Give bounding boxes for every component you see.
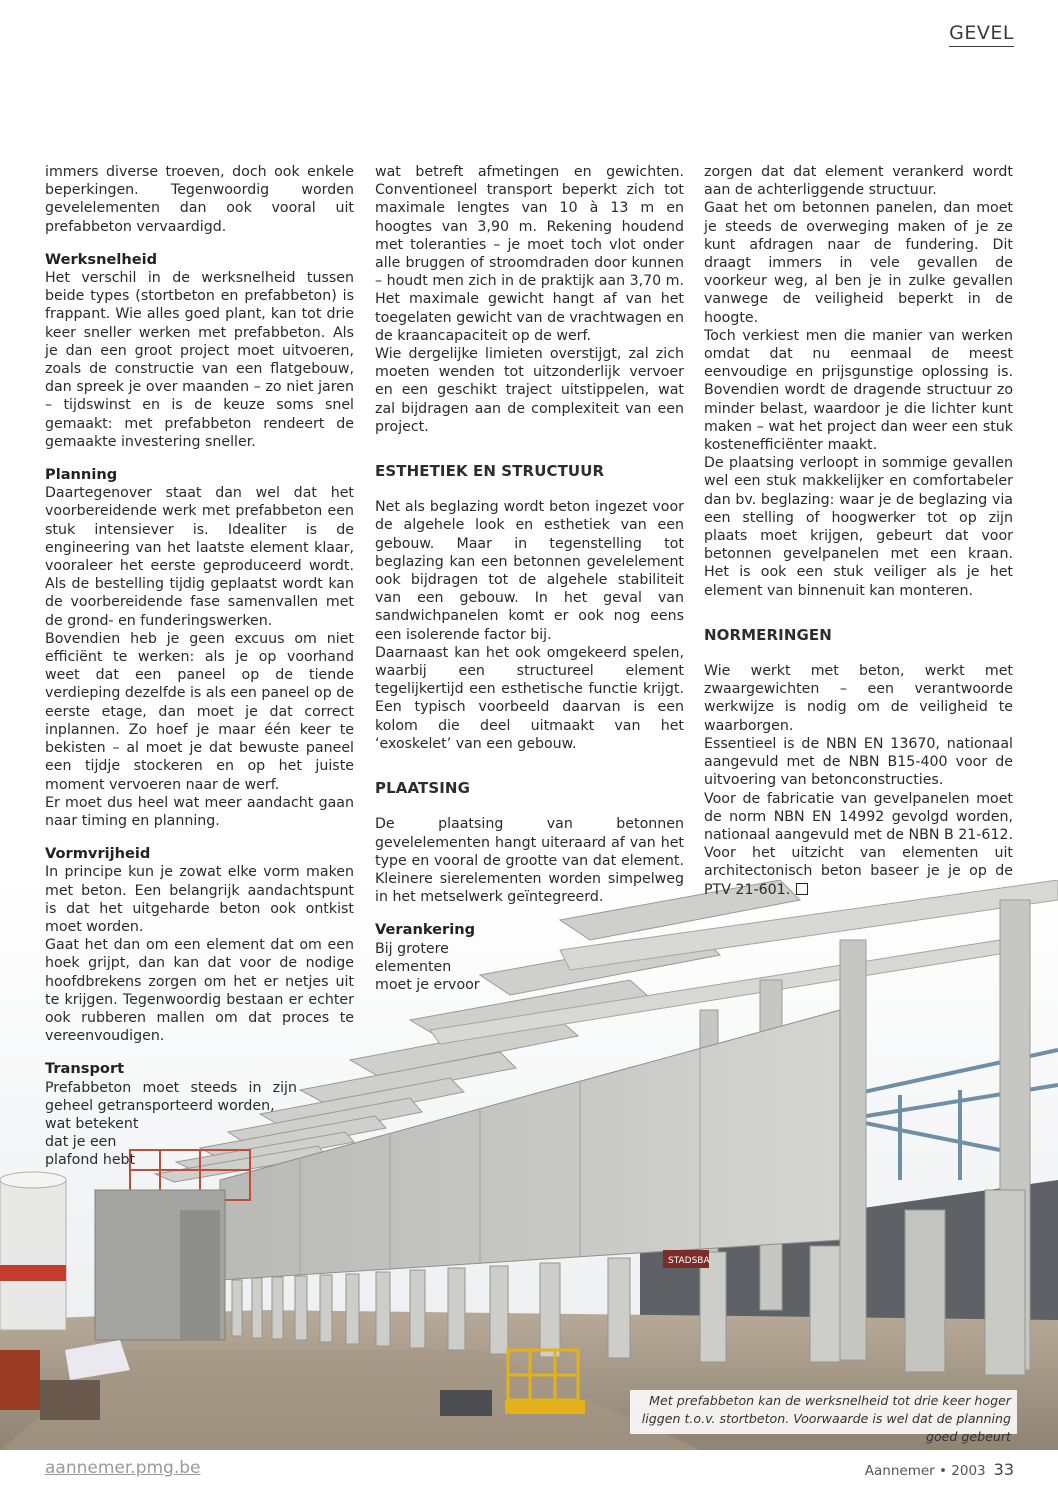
- subheading-werksnelheid: Werksnelheid: [45, 250, 158, 268]
- paragraph: Net als beglazing wordt beton ingezet voor de algehele look en esthetiek van een gebouw. Maar in tegenstelling tot beglazing kan een betonnen gevelelement ook bijdragen tot de algehele stabiliteit van een gebouw. In het geval van sandwichpanelen komt er ook nog eens een isolerende factor bij.: [375, 499, 684, 643]
- paragraph: Daarnaast kan het ook omgekeerd spelen, waarbij een structureel element tegelijkertijd een esthetische functie krijgt. Een typisch voorbeeld daarvan is een kolom die deel uitmaakt van het ‘exoskelet’ van een gebouw.: [375, 644, 684, 752]
- paragraph: Gaat het om betonnen panelen, dan moet je steeds de overweging maken of je ze kunt afdragen naar de fundering. Dit draagt immers in vele gevallen de voorkeur weg, al ben je in zulke gevallen vanwege de veiligheid beperkt in de hoogte.: [704, 200, 1013, 326]
- paragraph: Er moet dus heel wat meer aandacht gaan naar timing en planning.: [45, 794, 354, 829]
- subheading-transport: Transport: [45, 1060, 125, 1078]
- photo-caption: Met prefabbeton kan de werksnelheid tot drie keer hoger liggen t.o.v. stortbeton. Voorwaarde is wel dat de planning goed gebeurt: [630, 1390, 1017, 1434]
- paragraph: wat betekent dat je een plafond hebt: [45, 1115, 139, 1169]
- footer-url-link[interactable]: aannemer.pmg.be: [45, 1458, 201, 1478]
- paragraph: De plaatsing verloopt in sommige gevallen wel een stuk makkelijker en comfortabeler dan bv. beglazing: waar je de beglazing via een stelling of hoogwerker tot op zijn plaats moet krijgen, gebeurt dat voor betonnen gevelpanelen met een kraan. Het is ook een stuk veiliger als je het element van binnenuit kan monteren.: [704, 455, 1013, 599]
- paragraph: Essentieel is de NBN EN 13670, nationaal aangevuld met de NBN B15-400 voor de uitvoering van betonconstructies.: [704, 735, 1013, 789]
- subheading-verankering: Verankering: [375, 921, 476, 939]
- paragraph: In principe kun je zowat elke vorm maken met beton. Een belangrijk aandachtspunt is dat het uitgeharde beton ook ontkist moet worden.: [45, 864, 354, 935]
- page-number: 33: [993, 1460, 1014, 1479]
- paragraph: Wie werkt met beton, werkt met zwaargewichten – een verantwoorde werkwijze is nodig om de veiligheid te waarborgen.: [704, 663, 1013, 734]
- paragraph: De plaatsing van betonnen gevelelementen hangt uiteraard af van het type en vooral de grootte van dat element. Kleinere sierelementen worden simpelweg in het metselwerk geïntegreerd.: [375, 816, 684, 906]
- paragraph-text: Voor het uitzicht van elementen uit architectonisch beton baseer je je op de PTV 21-601.: [704, 845, 1013, 898]
- paragraph: Gaat het dan om een element dat om een hoek grijpt, dan kan dat voor de nodige hoofdbrekens zorgen om het er netjes uit te krijgen. Tegenwoordig bestaan er echter ook rubberen mallen om dat proces te vereenvoudigen.: [45, 937, 354, 1045]
- magazine-issue: Aannemer • 2003: [864, 1463, 986, 1479]
- end-of-article-icon: [796, 883, 808, 895]
- paragraph: wat betreft afmetingen en gewichten. Conventioneel transport beperkt zich tot maximale lengtes van 10 à 13 m en hoogtes van 3,90 m. Rekening houdend met toleranties – je moet toch vlot onder alle bruggen of stroomdraden door kunnen – houdt men zich in de praktijk aan 3,70 m. Het maximale gewicht hangt af van het toegelaten gewicht van de vrachtwagen en de kraancapaciteit op de werf.: [375, 164, 685, 344]
- paragraph: Daartegenover staat dan wel dat het voorbereidende werk met prefabbeton een stuk intensiever is. Idealiter is de engineering van het laatste element klaar, vooraleer het eerste geproduceerd wordt. Als de bestelling tijdig geplaatst wordt kan de voorbereidende fase samenvallen met de grond- en funderingswerken.: [45, 485, 354, 629]
- paragraph-end: [704, 844, 1013, 899]
- paragraph: zorgen dat dat element verankerd wordt aan de achterliggende structuur.: [704, 164, 1013, 199]
- paragraph: immers diverse troeven, doch ook enkele beperkingen. Tegenwoordig worden gevelelementen dan ook vooral uit prefabbeton vervaardigd.: [45, 164, 354, 235]
- footer-info: [865, 1460, 1014, 1479]
- section-heading-normeringen: NORMERINGEN: [704, 625, 832, 644]
- paragraph: Bij grotere elementen moet je ervoor: [375, 940, 480, 993]
- paragraph: Wie dergelijke limieten overstijgt, zal zich moeten wenden tot uitzonderlijk vervoer en een geschikt traject uitstippelen, wat zal bijdragen aan de complexiteit van een project.: [375, 346, 684, 435]
- paragraph: Toch verkiest men die manier van werken omdat dat nu eenmaal de meest eenvoudige en prijsgunstige oplossing is. Bovendien wordt de dragende structuur zo minder belast, waardoor je die lichter kunt maken – wat het project dan weer een stuk kostenefficiënter maakt.: [704, 327, 1013, 454]
- text-column-1: [45, 163, 354, 1170]
- site-sign-text: STADSBA: [668, 1256, 710, 1266]
- section-heading-esthetiek: ESTHETIEK EN STRUCTUUR: [375, 462, 605, 481]
- paragraph: Voor de fabricatie van gevelpanelen moet de norm NBN EN 14992 gevolgd worden, nationaal aangevuld met de NBN B 21-612.: [704, 790, 1014, 843]
- paragraph: Bovendien heb je geen excuus om niet efficiënt te werken: als je op voorhand weet dat een paneel op de tiende verdieping dezelfde is als een paneel op de eerste etage, dan moet je dat correct inplannen. Zo hoef je maar één keer te bekisten – al moet je dat bewuste paneel een tijdje stockeren en op het juiste moment vervoeren naar de werf.: [45, 630, 354, 793]
- paragraph: Het verschil in de werksnelheid tussen beide types (stortbeton en prefabbeton) is frappant. Wie alles goed plant, kan tot drie keer sneller werken met prefabbeton. Als je dan een groot project moet uitvoeren, zoals de constructie van een flatgebouw, dan spreek je over maanden – zo niet jaren – tijdswinst en is de keuze soms snel gemaakt: met prefabbeton rendeert de gemaakte investering sneller.: [45, 270, 354, 450]
- subheading-planning: Planning: [45, 466, 118, 484]
- paragraph: Prefabbeton moet steeds in zijn geheel getransporteerd worden,: [45, 1079, 297, 1114]
- text-column-2: [375, 163, 684, 994]
- section-heading-plaatsing: PLAATSING: [375, 779, 470, 798]
- subheading-vormvrijheid: Vormvrijheid: [45, 845, 151, 863]
- text-column-3: [704, 163, 1013, 899]
- section-label: GEVEL: [949, 22, 1014, 47]
